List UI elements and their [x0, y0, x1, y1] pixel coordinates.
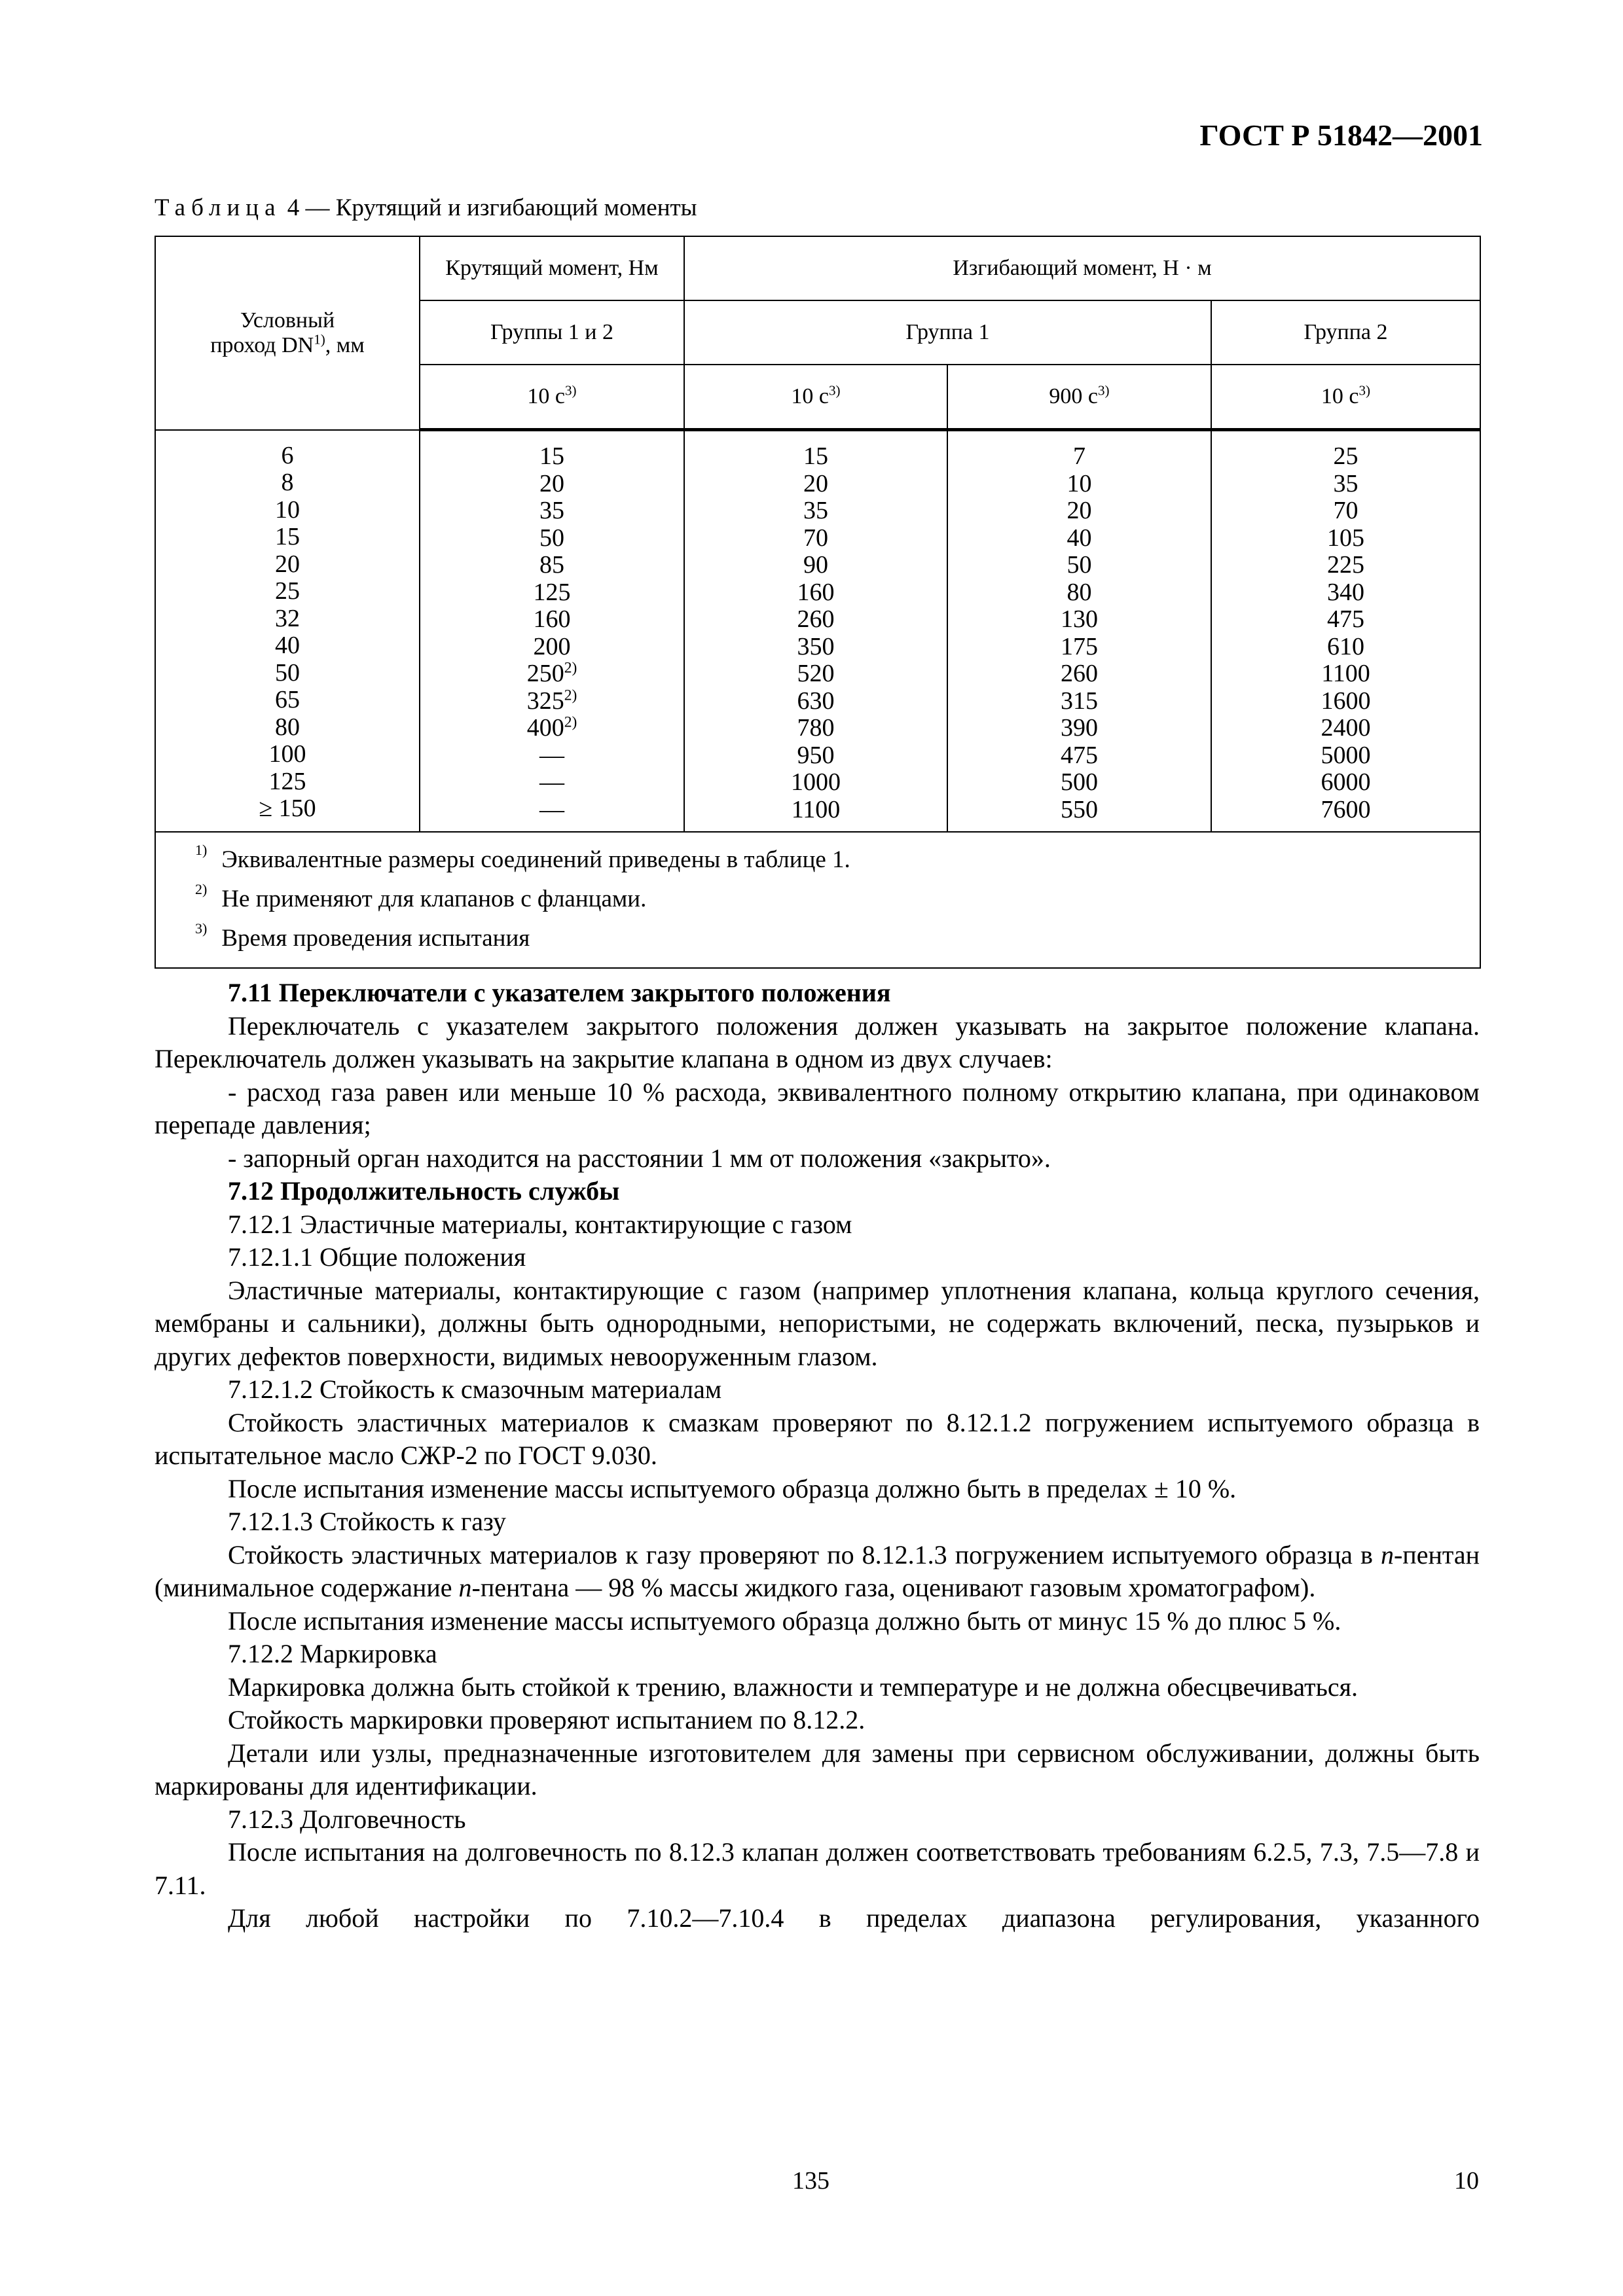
table-cell-group2-10s: 105	[1327, 524, 1364, 552]
table-cell-group2-10s: 475	[1327, 605, 1364, 633]
table-cell-group1-900s: 500	[1061, 768, 1098, 796]
table-caption-prefix: Таблица	[155, 194, 282, 221]
table-cell-dn: 8	[281, 469, 294, 496]
table-cell-group1-900s: 390	[1061, 714, 1098, 742]
paragraph: Стойкость эластичных материалов к смазкам проверяют по 8.12.1.2 погружением испытуемого образца в испытательное масло СЖР-2 по ГОСТ 9.030.	[155, 1407, 1480, 1470]
table-note: $^{3)}$ Время проведения испытания	[195, 920, 530, 952]
table-cell-group1-10s: 160	[797, 578, 835, 606]
section-7-12-heading: 7.12 Продолжительность службы	[228, 1176, 620, 1206]
table-cell-group2-10s: 1100	[1321, 660, 1370, 687]
table-note: $^{2)}$ Не применяют для клапанов с фланцами.	[195, 880, 647, 912]
paragraph: После испытания изменение массы испытуемого образца должно быть в пределах ± 10 %.	[228, 1473, 1237, 1503]
table-cell-group1-10s: 70	[803, 524, 828, 552]
table-cell-group1-10s: 1000	[791, 768, 841, 796]
page-number-right: 10	[1454, 2167, 1479, 2195]
table-cell-group2-10s: 1600	[1321, 687, 1371, 715]
table-cell-torque: 20	[539, 469, 564, 497]
header-dn: Условный проход DN$^{1)}$, мм	[155, 236, 420, 430]
table-cell-group1-900s: 20	[1067, 497, 1092, 524]
table-cell-group2-10s: 340	[1327, 578, 1364, 606]
header-bending: Изгибающий момент, Н · м	[684, 236, 1480, 300]
document-code: ГОСТ Р 51842—2001	[1199, 118, 1483, 152]
table-cell-dn: 100	[268, 740, 306, 768]
table-note: $^{1)}$ Эквивалентные размеры соединений приведены в таблице 1.	[195, 841, 850, 873]
table-cell-dn: 65	[275, 686, 300, 713]
paragraph: Для любой настройки по 7.10.2—7.10.4 в пределах диапазона регулирования, указанного	[228, 1903, 1480, 1933]
section-7-11-heading: 7.11 Переключатели с указателем закрытого положения	[228, 978, 891, 1007]
table-cell-dn: 10	[275, 495, 300, 524]
table-cell-group2-10s: 610	[1327, 632, 1364, 660]
table-cell-group1-10s: 780	[797, 714, 835, 742]
table-cell-torque: 50	[539, 524, 564, 552]
table-cell-group1-900s: 80	[1067, 578, 1092, 606]
paragraph: - запорный орган находится на расстоянии 1 мм от положения «закрыто».	[228, 1143, 1051, 1173]
table-cell-torque: 200	[533, 632, 571, 660]
subsection-heading: 7.12.1 Эластичные материалы, контактирующие с газом	[228, 1209, 852, 1239]
paragraph: Детали или узлы, предназначенные изготовителем для замены при сервисном обслуживании, должны быть маркированы для идентификации.	[155, 1738, 1480, 1801]
table-cell-group1-10s: 35	[803, 497, 828, 524]
table-cell-group2-10s: 6000	[1321, 768, 1371, 796]
table-cell-torque: 250$^{2)}$	[526, 659, 577, 687]
table-cell-group1-10s: 260	[797, 605, 835, 633]
header-time-g2-10: 10 $с^{3)}$	[1211, 365, 1480, 430]
table-cell-dn: 40	[275, 632, 300, 659]
table-cell-group1-10s: 1100	[791, 795, 841, 823]
table-cell-group1-10s: 15	[803, 442, 828, 470]
column-group1-10s-values	[684, 430, 947, 833]
moments-table	[155, 236, 1481, 969]
table-cell-dn: 50	[275, 658, 300, 687]
table-caption-title: — Крутящий и изгибающий моменты	[299, 194, 697, 221]
subsection-heading: 7.12.3 Долговечность	[228, 1804, 466, 1834]
header-group-2: Группа 2	[1211, 300, 1480, 365]
table-cell-group1-900s: 475	[1061, 741, 1098, 769]
table-cell-group1-900s: 50	[1067, 551, 1092, 579]
subsection-heading: 7.12.2 Маркировка	[228, 1639, 437, 1668]
paragraph: Эластичные материалы, контактирующие с газом (например уплотнения клапана, кольца круглого сечения, мембраны и сальники), должны быть однородными, непористыми, не содержать включений, песка, пузырьков и других дефектов поверхности, видимых невооруженным глазом.	[155, 1275, 1480, 1371]
table-caption-number: 4	[287, 194, 300, 221]
subsection-heading: 7.12.1.2 Стойкость к смазочным материалам	[228, 1374, 722, 1404]
header-time-g1-900: 900 $с^{3)}$	[947, 365, 1211, 430]
paragraph: После испытания изменение массы испытуемого образца должно быть от минус 15 % до плюс 5 %.	[228, 1605, 1341, 1636]
subsection-heading: 7.12.1.3 Стойкость к газу	[228, 1507, 506, 1536]
table-cell-torque: 35	[539, 497, 564, 524]
table-cell-group1-900s: 40	[1067, 524, 1092, 552]
paragraph: После испытания на долговечность по 8.12.3 клапан должен соответствовать требованиям 6.2.5, 7.3, 7.5—7.8 и 7.11.	[155, 1837, 1480, 1900]
table-cell-dn: 25	[275, 577, 300, 605]
header-torque: Крутящий момент, Нм	[420, 236, 684, 300]
header-groups-1-2: Группы 1 и 2	[420, 300, 684, 365]
table-cell-group1-10s: 950	[797, 741, 835, 769]
document-body	[155, 977, 1480, 1935]
table-cell-group1-900s: 175	[1061, 632, 1098, 660]
column-group2-10s-values	[1211, 430, 1480, 833]
table-cell-group1-900s: 315	[1061, 687, 1098, 715]
table-cell-group1-10s: 630	[797, 687, 835, 715]
table-cell-group2-10s: 35	[1333, 469, 1359, 497]
paragraph: Маркировка должна быть стойкой к трению, влажности и температуре и не должна обесцвечиваться.	[228, 1672, 1358, 1702]
paragraph: Переключатель с указателем закрытого положения должен указывать на закрытое положение клапана. Переключатель должен указывать на закрытие клапана в одном из двух случаев:	[155, 1011, 1480, 1073]
paragraph: Стойкость эластичных материалов к газу проверяют по 8.12.1.3 погружением испытуемого образца в n-пентан (минимальное содержание n-пентана — 98 % массы жидкого газа, оценивают газовым хроматографом).	[155, 1539, 1480, 1602]
paragraph: Стойкость маркировки проверяют испытанием по 8.12.2.	[228, 1705, 866, 1734]
table-cell-torque: 125	[533, 578, 571, 606]
table-cell-torque: 85	[539, 551, 564, 579]
table-cell-group1-900s: 550	[1061, 795, 1098, 823]
table-cell-torque: 400$^{2)}$	[526, 713, 577, 742]
table-cell-group1-900s: 7	[1073, 442, 1085, 470]
paragraph: - расход газа равен или меньше 10 % расхода, эквивалентного полному открытию клапана, при одинаковом перепаде давления;	[155, 1077, 1480, 1139]
table-cell-torque: —	[539, 741, 564, 769]
table-cell-torque: —	[539, 795, 564, 823]
table-cell-group2-10s: 2400	[1321, 714, 1371, 742]
table-cell-dn: 125	[268, 767, 306, 795]
table-cell-group1-10s: 20	[803, 469, 828, 497]
table-cell-group2-10s: 70	[1333, 497, 1359, 524]
table-cell-torque: 160	[533, 605, 571, 633]
column-torque-values	[420, 430, 684, 833]
table-caption	[155, 194, 697, 222]
table-cell-group2-10s: 5000	[1321, 741, 1371, 769]
table-cell-torque: —	[539, 768, 564, 796]
table-cell-group1-900s: 10	[1067, 469, 1092, 497]
page-number-center: 135	[792, 2167, 830, 2195]
table-cell-group1-900s: 130	[1061, 605, 1098, 633]
table-cell-group2-10s: 7600	[1321, 795, 1371, 823]
table-cell-group1-10s: 520	[797, 660, 835, 687]
table-cell-group1-900s: 260	[1061, 660, 1098, 687]
table-cell-group1-10s: 90	[803, 551, 828, 579]
table-notes	[155, 832, 1480, 968]
header-time-torque: 10 $с^{3)}$	[420, 365, 684, 430]
table-cell-group2-10s: 25	[1333, 442, 1359, 470]
column-group1-900s-values	[947, 430, 1211, 833]
table-cell-torque: 15	[539, 442, 564, 470]
table-cell-dn: ≥ 150	[259, 795, 316, 822]
table-cell-dn: 80	[275, 713, 300, 741]
table-cell-group1-10s: 350	[797, 632, 835, 660]
table-cell-torque: 325$^{2)}$	[526, 686, 577, 715]
header-group-1: Группа 1	[684, 300, 1211, 365]
table-cell-dn: 20	[275, 550, 300, 578]
subsection-heading: 7.12.1.1 Общие положения	[228, 1242, 526, 1272]
table-cell-dn: 15	[275, 523, 300, 550]
table-cell-dn: 6	[281, 441, 294, 469]
table-cell-group2-10s: 225	[1327, 551, 1364, 579]
column-dn-values	[155, 430, 420, 833]
table-cell-dn: 32	[275, 604, 300, 632]
header-time-g1-10: 10 $с^{3)}$	[684, 365, 947, 430]
